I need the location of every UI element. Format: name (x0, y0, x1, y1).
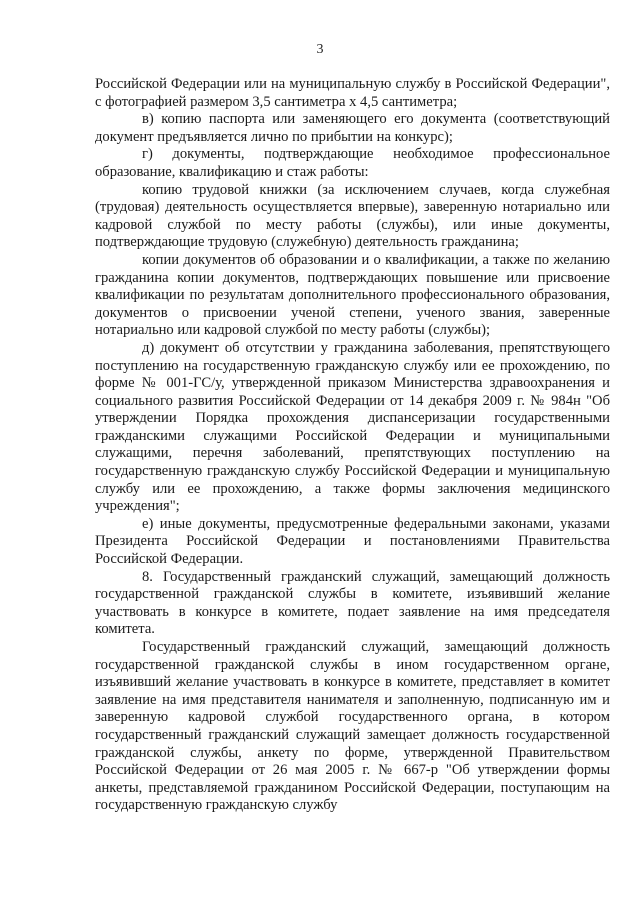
document-body (95, 76, 610, 815)
paragraph-section-8: 8. Государственный гражданский служащий, замещающий должность государственной гражданской службы в комитете, изъявивший желание участвовать в конкурсе в комитете, подает заявление на имя председателя комитета. (95, 568, 610, 638)
paragraph-work-book: копию трудовой книжки (за исключением случаев, когда служебная (трудовая) деятельность осуществляется впервые), заверенную нотариально или кадровой службой по месту работы (службы), или иные документы, подтверждающие трудовую (служебную) деятельность гражданина; (95, 181, 610, 251)
paragraph-item-d: д) документ об отсутствии у гражданина заболевания, препятствующего поступлению на государственную гражданскую службу или ее прохождению, по форме № 001-ГС/у, утвержденной приказом Министерства здравоохранения и социального развития Российской Федерации от 14 декабря 2009 г. № 984н "Об утверждении Порядка прохождения диспансеризации государственными гражданскими служащими Российской Федерации и муниципальными служащими, перечня заболеваний, препятствующих поступлению на государственную гражданскую службу Российской Федерации и муниципальную службу или ее прохождению, а также формы заключения медицинского учреждения"; (95, 339, 610, 515)
paragraph-other-agency: Государственный гражданский служащий, замещающий должность государственной гражданской службы в ином государственном органе, изъявивший желание участвовать в конкурсе в комитете, представляет в комитет заявление на имя представителя нанимателя и заполненную, подписанную им и заверенную кадровой службой государственного органа, в котором государственный гражданский служащий замещает должность государственной гражданской службы, анкету по форме, утвержденной Правительством Российской Федерации от 26 мая 2005 г. № 667-р "Об утверждении формы анкеты, представляемой гражданином Российской Федерации, поступающим на государственную гражданскую службу (95, 639, 610, 814)
paragraph-education-docs: копии документов об образовании и о квалификации, а также по желанию гражданина копии документов, подтверждающих повышение или присвоение квалификации по результатам дополнительного профессионального образования, документов о присвоении ученой степени, ученого звания, заверенные нотариально или кадровой службой по месту работы (службы); (95, 251, 610, 339)
paragraph-item-e: е) иные документы, предусмотренные федеральными законами, указами Президента Российской Федерации и постановлениями Правительства Российской Федерации. (95, 515, 610, 568)
paragraph-continuation: Российской Федерации или на муниципальную службу в Российской Федерации", с фотографией размером 3,5 сантиметра х 4,5 сантиметра; (95, 76, 610, 110)
paragraph-item-g: г) документы, подтверждающие необходимое профессиональное образование, квалификацию и стаж работы: (95, 146, 610, 180)
paragraph-item-v: в) копию паспорта или заменяющего его документа (соответствующий документ предъявляется лично по прибытии на конкурс); (95, 111, 610, 145)
page-number: 3 (316, 42, 324, 57)
